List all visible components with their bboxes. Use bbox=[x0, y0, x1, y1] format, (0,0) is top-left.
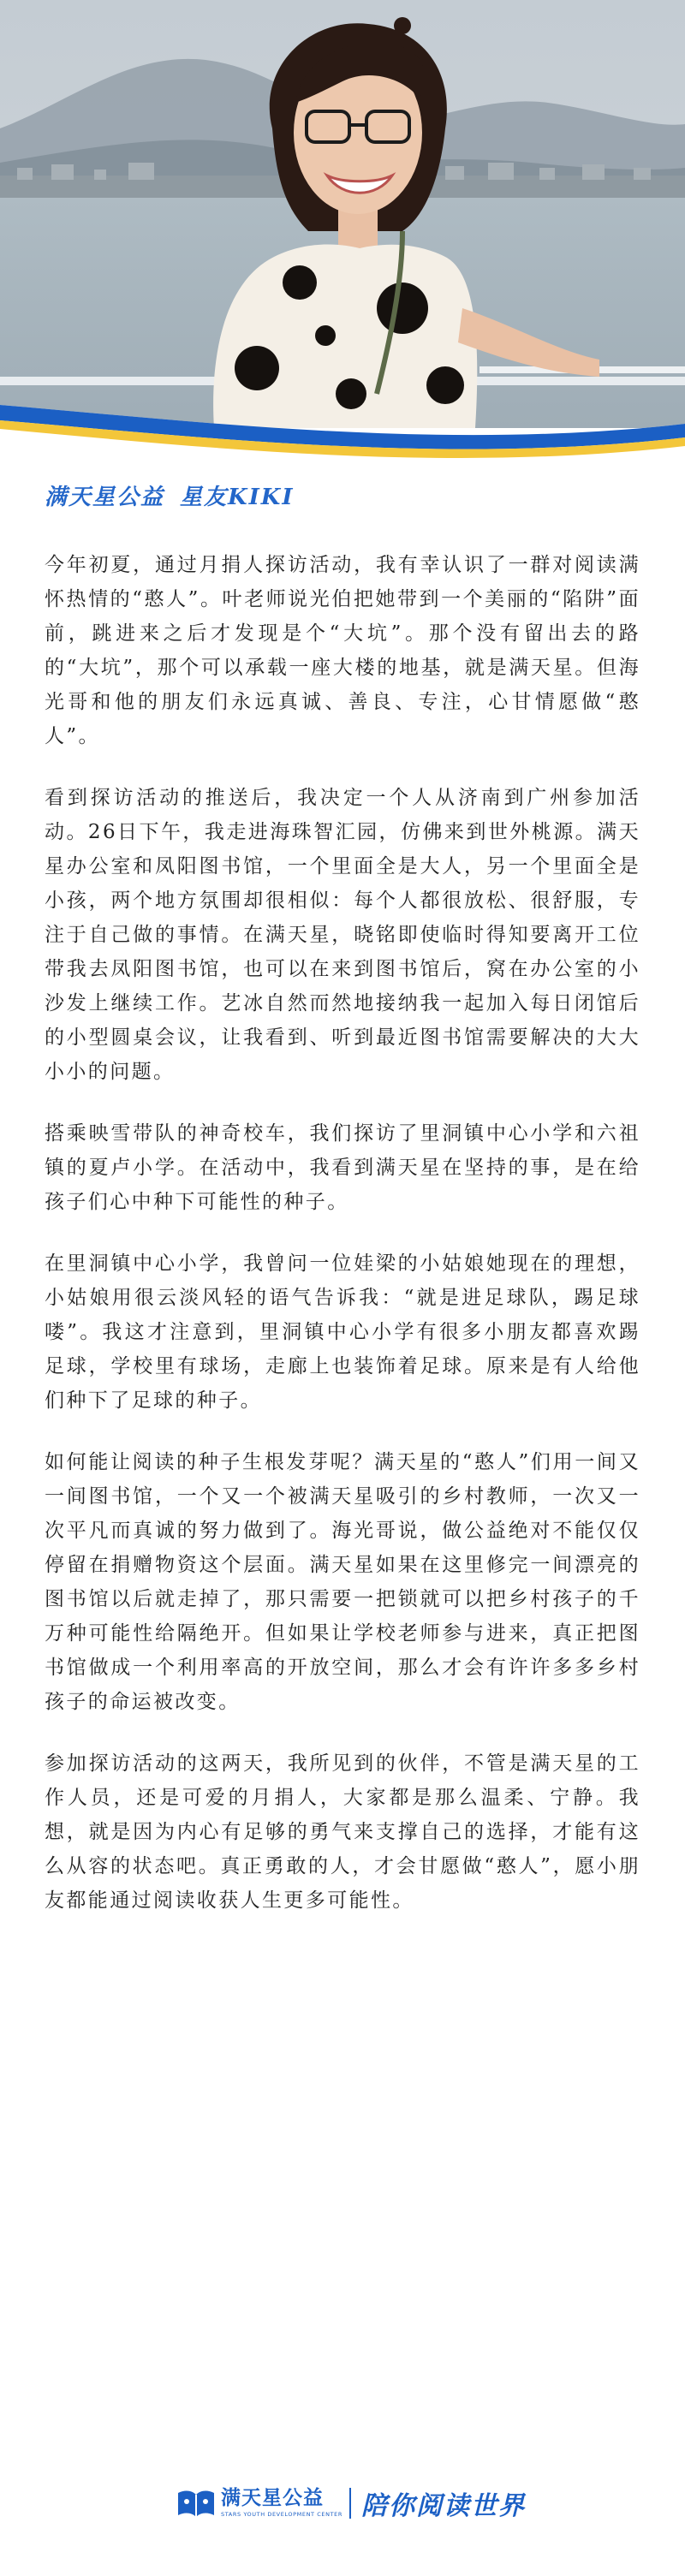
paragraph-1: 今年初夏，通过月捐人探访活动，我有幸认识了一群对阅读满怀热情的“憨人”。叶老师说光伯把她带到一个美丽的“陷阱”面前，跳进来之后才发现是个“大坑”。那个没有留出去的路的“大坑”，那个可以承载一座大楼的地基，就是满天星。但海光哥和他的朋友们永远真诚、善良、专注，心甘情愿做“憨人”。 bbox=[45, 554, 640, 747]
byline-author: 星友KIKI bbox=[180, 485, 295, 510]
byline-org: 满天星公益 bbox=[45, 485, 165, 510]
header-photo bbox=[0, 0, 685, 428]
portrait-illustration bbox=[0, 0, 685, 428]
logo-chinese-name: 满天星公益 bbox=[221, 2487, 324, 2509]
paragraph-2: 看到探访活动的推送后，我决定一个人从济南到广州参加活动。26日下午，我走进海珠智汇园，仿佛来到世外桃源。满天星办公室和凤阳图书馆，一个里面全是大人，另一个里面全是小孩，两个地方氛围却很相似：每个人都很放松、很舒服，专注于自己做的事情。在满天星，晓铭即使临时得知要离开工位带我去凤阳图书馆，也可以在来到图书馆后，窝在办公室的小沙发上继续工作。艺冰自然而然地接纳我一起加入每日闭馆后的小型圆桌会议，让我看到、听到最近图书馆需要解决的大大小小的问题。 bbox=[45, 787, 640, 1083]
paragraph-4: 在里洞镇中心小学，我曾问一位娃梁的小姑娘她现在的理想，小姑娘用很云淡风轻的语气告诉我：“就是进足球队，踢足球喽”。我这才注意到，里洞镇中心小学有很多小朋友都喜欢踢足球，学校里有球场，走廊上也装饰着足球。原来是有人给他们种下了足球的种子。 bbox=[45, 1252, 640, 1412]
footer-divider bbox=[349, 2488, 351, 2519]
logo-english-name: STARS YOUTH DEVELOPMENT CENTER bbox=[221, 2511, 342, 2518]
article-body bbox=[45, 548, 640, 1945]
paragraph-6: 参加探访活动的这两天，我所见到的伙伴，不管是满天星的工作人员，还是可爱的月捐人，大家都是那么温柔、宁静。我想，就是因为内心有足够的勇气来支撑自己的选择，才能有这么从容的状态吧。真正勇敢的人，才会甘愿做“憨人”，愿小朋友都能通过阅读收获人生更多可能性。 bbox=[45, 1752, 640, 1912]
paragraph-5: 如何能让阅读的种子生根发芽呢？满天星的“憨人”们用一间又一间图书馆，一个又一个被满天星吸引的乡村教师，一次又一次平凡而真诚的努力做到了。海光哥说，做公益绝对不能仅仅停留在捐赠物资这个层面。满天星如果在这里修完一间漂亮的图书馆以后就走掉了，那只需要一把锁就可以把乡村孩子的千万种可能性给隔绝开。但如果让学校老师参与进来，真正把图书馆做成一个利用率高的开放空间，那么才会有许许多多乡村孩子的命运被改变。 bbox=[45, 1451, 640, 1713]
footer-slogan: 陪你阅读世界 bbox=[361, 2491, 526, 2521]
footer-logo bbox=[176, 2486, 342, 2520]
book-logo-icon bbox=[176, 2486, 216, 2520]
footer bbox=[0, 2483, 685, 2534]
paragraph-3: 搭乘映雪带队的神奇校车，我们探访了里洞镇中心小学和六祖镇的夏卢小学。在活动中，我看到满天星在坚持的事，是在给孩子们心中种下可能性的种子。 bbox=[45, 1122, 640, 1213]
decorative-swoosh bbox=[0, 390, 685, 492]
byline bbox=[45, 479, 310, 511]
